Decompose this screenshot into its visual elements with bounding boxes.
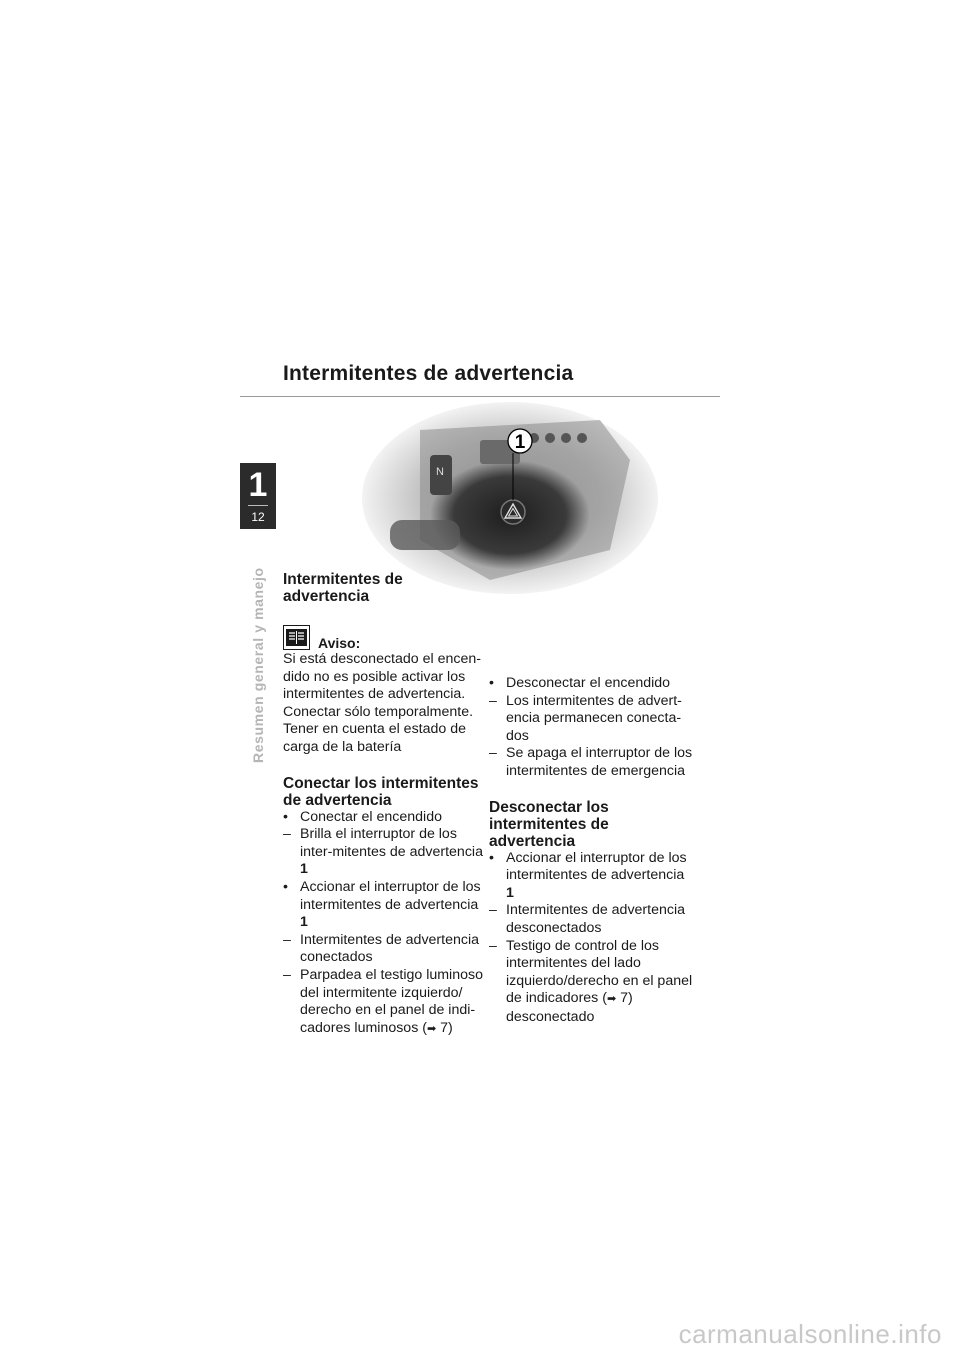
callout-ref: 1 — [300, 861, 308, 878]
side-chapter-label: Resumen general y manejo — [250, 567, 266, 763]
left-column — [283, 571, 483, 1038]
list-item: – Testigo de control de los intermitentes del lado izquierdo/derecho en el panel de indicadores (➡ 7) desconectado — [489, 937, 693, 1025]
list-item: – Intermitentes de advertencia conectados — [283, 931, 480, 966]
list-item: – Parpadea el testigo luminoso del intermitente izquierdo/ derecho en el panel de indi-cadores luminosos (➡ 7) — [283, 966, 483, 1036]
callout-ref: 1 — [300, 914, 308, 931]
page-reference-arrow-icon: ➡ — [606, 993, 617, 1006]
watermark: carmanualsonline.info — [678, 1319, 942, 1349]
svg-text:N: N — [436, 466, 444, 478]
callout-ref: 1 — [506, 884, 514, 901]
chapter-divider — [248, 505, 268, 506]
page-reference-arrow-icon: ➡ — [426, 1022, 437, 1035]
list-item: • Conectar el encendido — [283, 808, 442, 825]
chapter-tab — [240, 463, 276, 529]
page-title: Intermitentes de advertencia — [283, 362, 574, 385]
list-item: • Accionar el interruptor de los intermitentes de advertencia 1 — [489, 849, 687, 901]
disconnect-ignition-steps — [489, 675, 694, 781]
section-heading-disconnect: Desconectar los intermitentes de advertencia — [489, 798, 609, 850]
title-rule — [240, 396, 720, 397]
list-item: • Accionar el interruptor de los intermitentes de advertencia 1 — [283, 878, 481, 931]
list-item: – Intermitentes de advertencia desconectados — [489, 902, 686, 936]
notice-block — [283, 625, 483, 651]
list-item: – Los intermitentes de advert-encia permanecen conecta-dos — [489, 692, 682, 744]
section-heading-connect: Conectar los intermitentes de advertencia — [283, 774, 479, 809]
list-item: • Desconectar el encendido — [489, 675, 671, 691]
disconnect-steps — [489, 850, 694, 1027]
page-number: 12 — [251, 510, 265, 524]
notice-label: Aviso: — [318, 635, 361, 651]
list-item: – Brilla el interruptor de los inter-mitentes de advertencia 1 — [283, 826, 483, 878]
connect-steps — [283, 809, 483, 1039]
right-column — [489, 675, 694, 1027]
section-heading-intro: Intermitentes de advertencia — [283, 571, 403, 605]
figure-callout-1: 1 — [514, 432, 526, 453]
list-item: – Se apaga el interruptor de los intermitentes de emergencia — [489, 745, 693, 779]
hazard-switch-photo — [360, 400, 660, 600]
notice-book-icon — [283, 625, 310, 650]
chapter-number: 1 — [248, 466, 268, 504]
notice-text: Si está desconectado el encen-dido no es posible activar los intermitentes de advertencia. Conectar sólo temporalmente. Tener en cuenta el estado de carga de la batería — [283, 651, 481, 755]
